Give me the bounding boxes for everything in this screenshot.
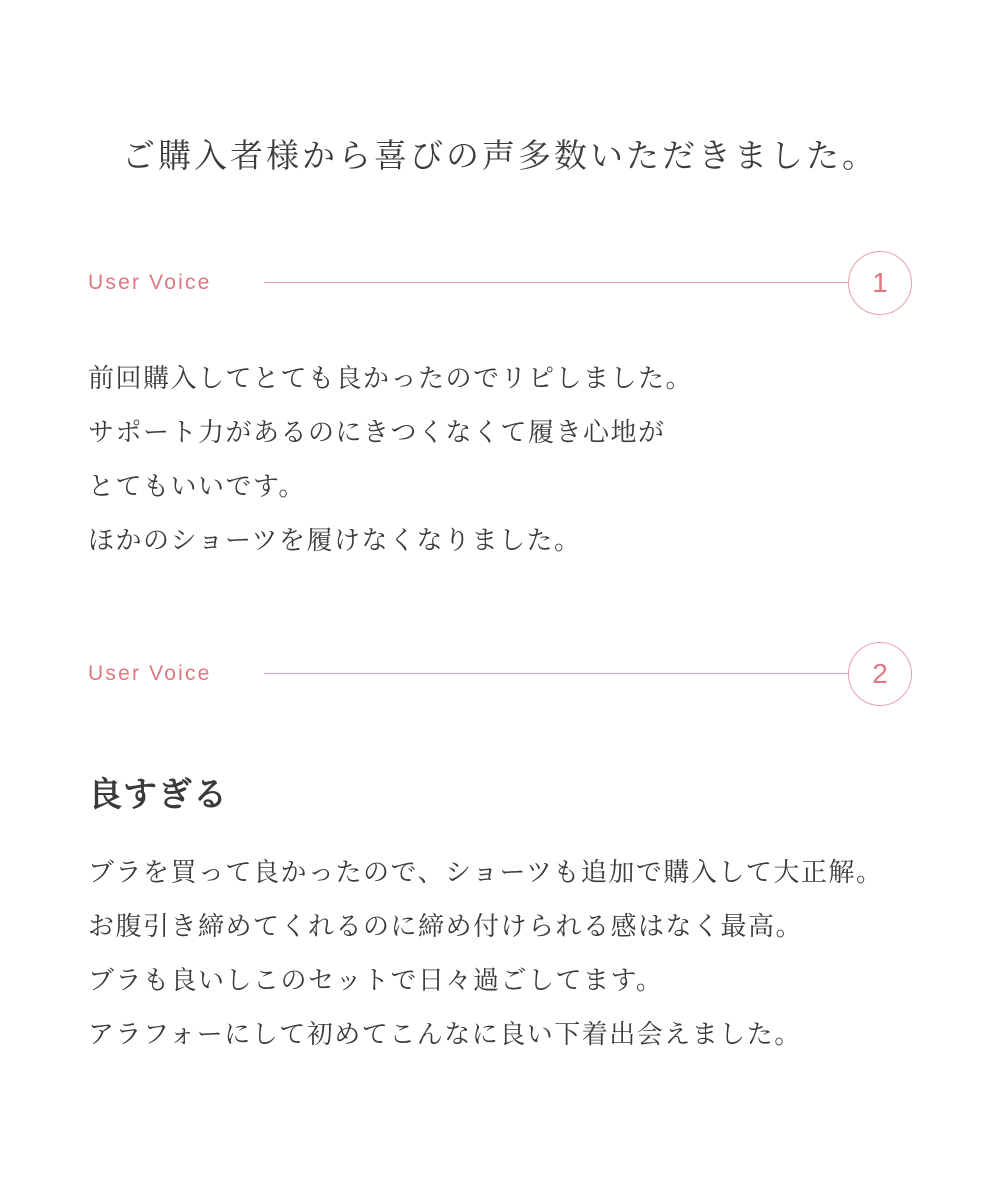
voice-divider-line — [264, 282, 848, 283]
voice-label: User Voice — [88, 662, 212, 685]
voice-divider-line — [264, 673, 848, 674]
voice-text-line: 前回購入してとても良かったのでリピしました。 — [88, 364, 694, 394]
voice-title: 良すぎる — [88, 775, 228, 815]
voice-label: User Voice — [88, 271, 212, 294]
voice-number-badge: 1 — [848, 251, 912, 315]
voice-header-1 — [88, 249, 912, 317]
voice-text-line: ブラも良いしこのセットで日々過ごしてます。 — [88, 966, 664, 996]
voice-text-line: お腹引き締めてくれるのに締め付けられる感はなく最高。 — [88, 912, 804, 942]
voice-text-line: ほかのショーツを履けなくなりました。 — [88, 526, 582, 556]
voice-body-2 — [88, 846, 883, 1062]
voice-text-line: とてもいいです。 — [88, 472, 306, 502]
voice-header-2 — [88, 640, 912, 708]
voice-number-badge: 2 — [848, 642, 912, 706]
page-heading: ご購入者様から喜びの声多数いただきました。 — [122, 136, 878, 175]
voice-text-line: サポート力があるのにきつくなくて履き心地が — [88, 418, 666, 448]
voice-text-line: ブラを買って良かったので、ショーツも追加で購入して大正解。 — [88, 858, 884, 888]
voice-text-line: アラフォーにして初めてこんなに良い下着出会えました。 — [88, 1020, 802, 1050]
voice-body-1 — [88, 352, 693, 568]
